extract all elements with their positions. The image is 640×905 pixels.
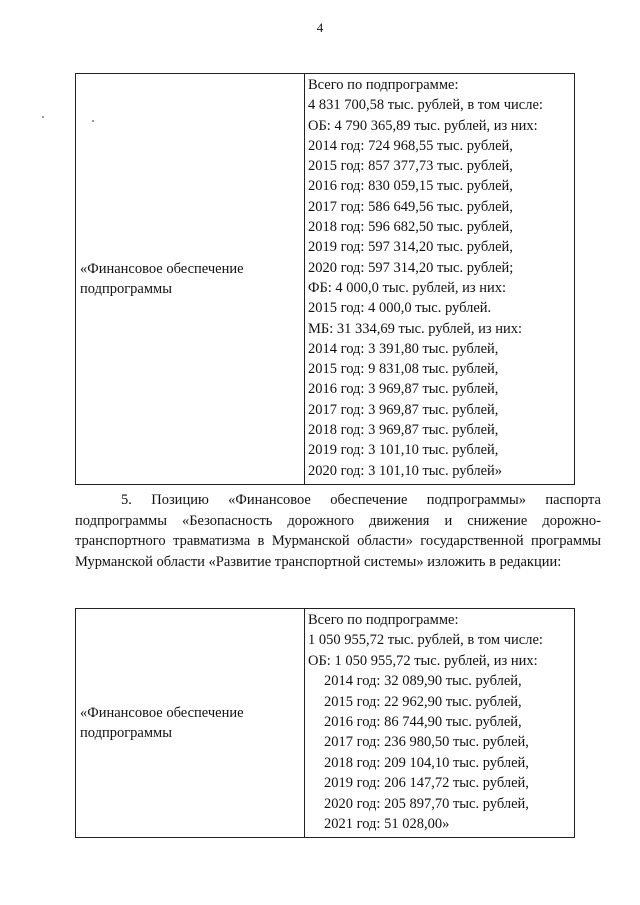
table-2-line: Всего по подпрограмме: bbox=[308, 612, 459, 628]
table-2-line: 2015 год: 22 962,90 тыс. рублей, bbox=[324, 693, 522, 710]
table-2-line: 2018 год: 209 104,10 тыс. рублей, bbox=[324, 754, 529, 771]
table-2-line: 2016 год: 86 744,90 тыс. рублей, bbox=[324, 714, 522, 731]
table-1-value-cell bbox=[305, 74, 575, 485]
table-1-line: Всего по подпрограмме: bbox=[308, 77, 459, 93]
table-2-line: 2020 год: 205 897,70 тыс. рублей, bbox=[324, 795, 529, 812]
financing-table-2 bbox=[75, 608, 575, 838]
table-1-line: 2019 год: 3 101,10 тыс. рублей, bbox=[308, 442, 499, 459]
table-1-line: 2019 год: 597 314,20 тыс. рублей, bbox=[308, 239, 513, 256]
financing-table-1 bbox=[75, 73, 575, 485]
table-2-line: 2017 год: 236 980,50 тыс. рублей, bbox=[324, 734, 529, 751]
table-1-line: 2014 год: 724 968,55 тыс. рублей, bbox=[308, 137, 513, 154]
table-2-label-cell: «Финансовое обеспечение подпрограммы bbox=[76, 609, 305, 838]
table-1-label-cell: «Финансовое обеспечение подпрограммы bbox=[76, 74, 305, 485]
table-1-line: ФБ: 4 000,0 тыс. рублей, из них: bbox=[308, 279, 507, 296]
table-2-value-cell bbox=[305, 609, 575, 838]
table-2-line: 2014 год: 32 089,90 тыс. рублей, bbox=[324, 673, 522, 690]
table-1-line: 2017 год: 586 649,56 тыс. рублей, bbox=[308, 198, 513, 215]
table-2-line: 1 050 955,72 тыс. рублей, в том числе: bbox=[308, 632, 543, 649]
table-2-line: 2021 год: 51 028,00» bbox=[324, 816, 450, 833]
table-1-line: 2020 год: 597 314,20 тыс. рублей; bbox=[308, 259, 514, 276]
table-1-line: 4 831 700,58 тыс. рублей, в том числе: bbox=[308, 97, 543, 114]
table-2-line: ОБ: 1 050 955,72 тыс. рублей, из них: bbox=[308, 652, 538, 669]
table-1-line: 2014 год: 3 391,80 тыс. рублей, bbox=[308, 340, 499, 357]
table-1-line: 2020 год: 3 101,10 тыс. рублей» bbox=[308, 462, 503, 479]
table-1-line: 2015 год: 4 000,0 тыс. рублей. bbox=[308, 300, 492, 317]
table-1-line: 2016 год: 3 969,87 тыс. рублей, bbox=[308, 381, 499, 398]
amendment-paragraph: 5. Позицию «Финансовое обеспечение подпрограммы» паспорта подпрограммы «Безопасность дорожного движения и снижение дорожно-транспортного травматизма в Мурманской области» государственной программы Мурманской области «Развитие транспортной системы» изложить в редакции: bbox=[75, 492, 601, 570]
table-1-line: 2015 год: 857 377,73 тыс. рублей, bbox=[308, 158, 513, 175]
table-1-line: 2016 год: 830 059,15 тыс. рублей, bbox=[308, 178, 513, 195]
scan-speck bbox=[42, 116, 44, 118]
table-1-line: 2018 год: 3 969,87 тыс. рублей, bbox=[308, 422, 499, 439]
table-2-line: 2019 год: 206 147,72 тыс. рублей, bbox=[324, 775, 529, 792]
table-1-line: 2018 год: 596 682,50 тыс. рублей, bbox=[308, 219, 513, 236]
page-number: 4 bbox=[316, 20, 324, 35]
table-1-line: 2015 год: 9 831,08 тыс. рублей, bbox=[308, 361, 499, 378]
table-1-line: ОБ: 4 790 365,89 тыс. рублей, из них: bbox=[308, 117, 538, 134]
table-1-line: 2017 год: 3 969,87 тыс. рублей, bbox=[308, 401, 499, 418]
table-1-line: МБ: 31 334,69 тыс. рублей, из них: bbox=[308, 320, 522, 337]
